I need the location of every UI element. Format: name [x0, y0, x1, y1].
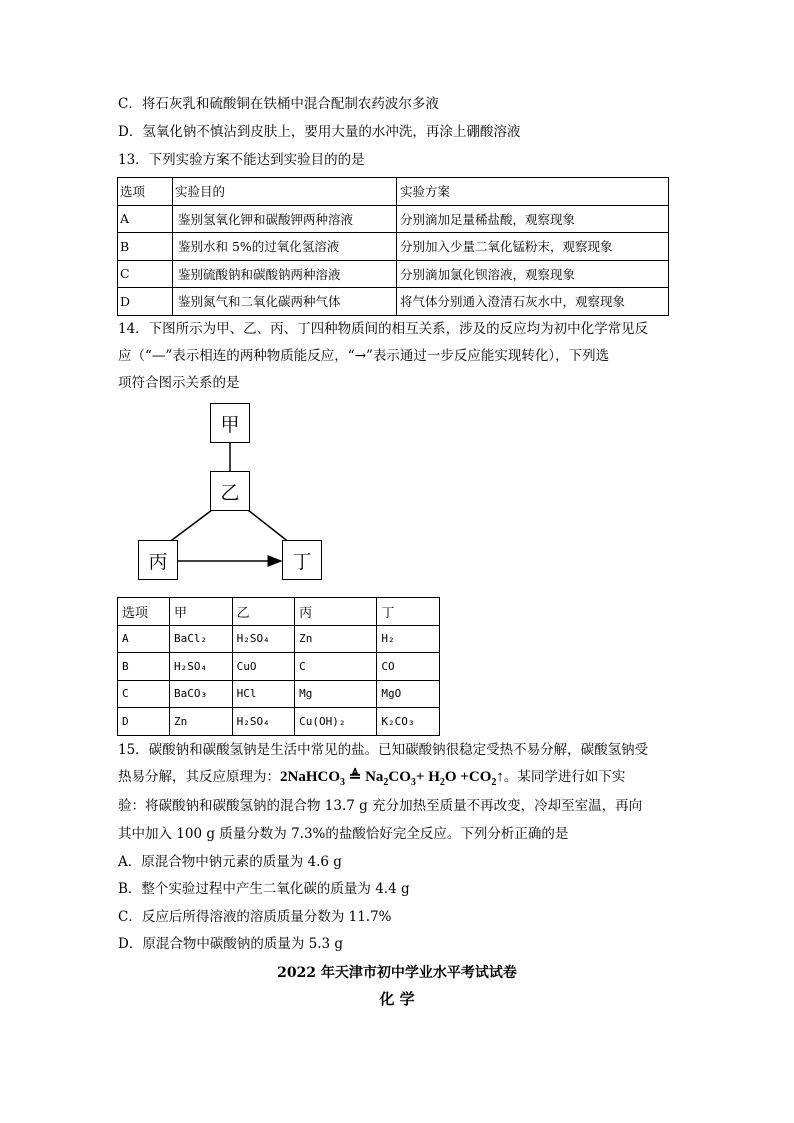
table-cell: Cu(OH)₂ — [295, 708, 377, 736]
table-cell: B — [118, 233, 173, 261]
q15-text: 。某同学进行如下实 — [503, 769, 626, 785]
table-cell: A — [118, 625, 170, 653]
table-cell: C — [118, 260, 173, 288]
table-row — [118, 680, 440, 708]
q12-option-c: C．将石灰乳和硫酸铜在铁桶中混合配制农药波尔多液 — [118, 96, 439, 112]
table-cell: 选项 — [118, 598, 170, 626]
table-cell: Zn — [170, 708, 233, 736]
table-cell: CO — [377, 653, 440, 681]
reaction-equation: 2NaHCO$_3$ ≜ $Na_2CO_3+ H_2O$ $+CO_2↑$ — [280, 769, 504, 788]
q15-text: 热易分解，其反应原理为： — [118, 769, 280, 785]
table-cell: 丙 — [295, 598, 377, 626]
table-cell: H₂SO₄ — [232, 708, 295, 736]
node-jia: 甲 — [210, 403, 250, 443]
table-row — [118, 625, 440, 653]
table-cell: 鉴别氮气和二氧化碳两种气体 — [173, 288, 397, 316]
q13-stem: 13．下列实验方案不能达到实验目的的是 — [118, 152, 365, 168]
connector-yi-bing — [168, 510, 212, 543]
table-cell: 鉴别硫酸钠和碳酸钠两种溶液 — [173, 260, 397, 288]
exam-title: 2022 年天津市初中学业水平考试试卷 — [277, 965, 517, 981]
table-cell: K₂CO₃ — [377, 708, 440, 736]
q15-option-d: D．原混合物中碳酸钠的质量为 5.3 g — [118, 936, 344, 952]
table-header-row — [118, 598, 440, 626]
table-cell: BaCl₂ — [170, 625, 233, 653]
table-cell: D — [118, 288, 173, 316]
table-row — [118, 708, 440, 736]
table-cell: 甲 — [170, 598, 233, 626]
table-cell: 实验方案 — [397, 178, 669, 206]
node-bing: 丙 — [138, 540, 178, 580]
q15-stem-line2 — [118, 767, 625, 793]
q15-option-b: B．整个实验过程中产生二氧化碳的质量为 4.4 g — [118, 881, 410, 897]
table-cell: 将气体分别通入澄清石灰水中，观察现象 — [397, 288, 669, 316]
q12-option-d: D．氢氧化钠不慎沾到皮肤上，要用大量的水冲洗，再涂上硼酸溶液 — [118, 124, 521, 140]
table-cell: H₂ — [377, 625, 440, 653]
table-cell: 实验目的 — [173, 178, 397, 206]
table-cell: H₂SO₄ — [170, 653, 233, 681]
q15-stem-line4: 其中加入 100 g 质量分数为 7.3%的盐酸恰好完全反应。下列分析正确的是 — [118, 826, 569, 842]
table-cell: 选项 — [118, 178, 173, 206]
table-cell: C — [118, 680, 170, 708]
connector-yi-ding — [248, 510, 290, 543]
table-cell: 丁 — [377, 598, 440, 626]
q15-stem-line1: 15．碳酸钠和碳酸氢钠是生活中常见的盐。已知碳酸钠很稳定受热不易分解，碳酸氢钠受 — [118, 742, 649, 758]
table-cell: D — [118, 708, 170, 736]
q14-stem-line2: 应（“—”表示相连的两种物质能反应，“→”表示通过一步反应能实现转化），下列选 — [118, 348, 610, 364]
table-cell: B — [118, 653, 170, 681]
q15-option-c: C．反应后所得溶液的溶质质量分数为 11.7% — [118, 909, 392, 925]
table-cell: HCl — [232, 680, 295, 708]
table-cell: Zn — [295, 625, 377, 653]
table-cell: 分别滴加足量稀盐酸，观察现象 — [397, 205, 669, 233]
q14-stem-line3: 项符合图示关系的是 — [118, 375, 240, 391]
node-ding: 丁 — [282, 540, 322, 580]
table-cell: 鉴别氢氧化钾和碳酸钾两种溶液 — [173, 205, 397, 233]
q14-stem-line1: 14．下图所示为甲、乙、丙、丁四种物质间的相互关系，涉及的反应均为初中化学常见反 — [118, 321, 649, 337]
q15-stem-line3: 验：将碳酸钠和碳酸氢钠的混合物 13.7 g 充分加热至质量不再改变，冷却至室温，再向 — [118, 798, 643, 814]
table-cell: A — [118, 205, 173, 233]
q14-table — [117, 597, 440, 736]
exam-subject: 化 学 — [379, 990, 415, 1008]
table-cell: 鉴别水和 5%的过氧化氢溶液 — [173, 233, 397, 261]
table-cell: CuO — [232, 653, 295, 681]
table-cell: MgO — [377, 680, 440, 708]
table-cell: Mg — [295, 680, 377, 708]
table-cell: 乙 — [232, 598, 295, 626]
table-row — [118, 653, 440, 681]
table-cell: 分别加入少量二氧化锰粉末，观察现象 — [397, 233, 669, 261]
node-yi: 乙 — [210, 471, 250, 511]
table-cell: BaCO₃ — [170, 680, 233, 708]
table-cell: C — [295, 653, 377, 681]
table-cell: 分别滴加氯化钡溶液，观察现象 — [397, 260, 669, 288]
q15-option-a: A．原混合物中钠元素的质量为 4.6 g — [118, 854, 342, 870]
table-cell: H₂SO₄ — [232, 625, 295, 653]
